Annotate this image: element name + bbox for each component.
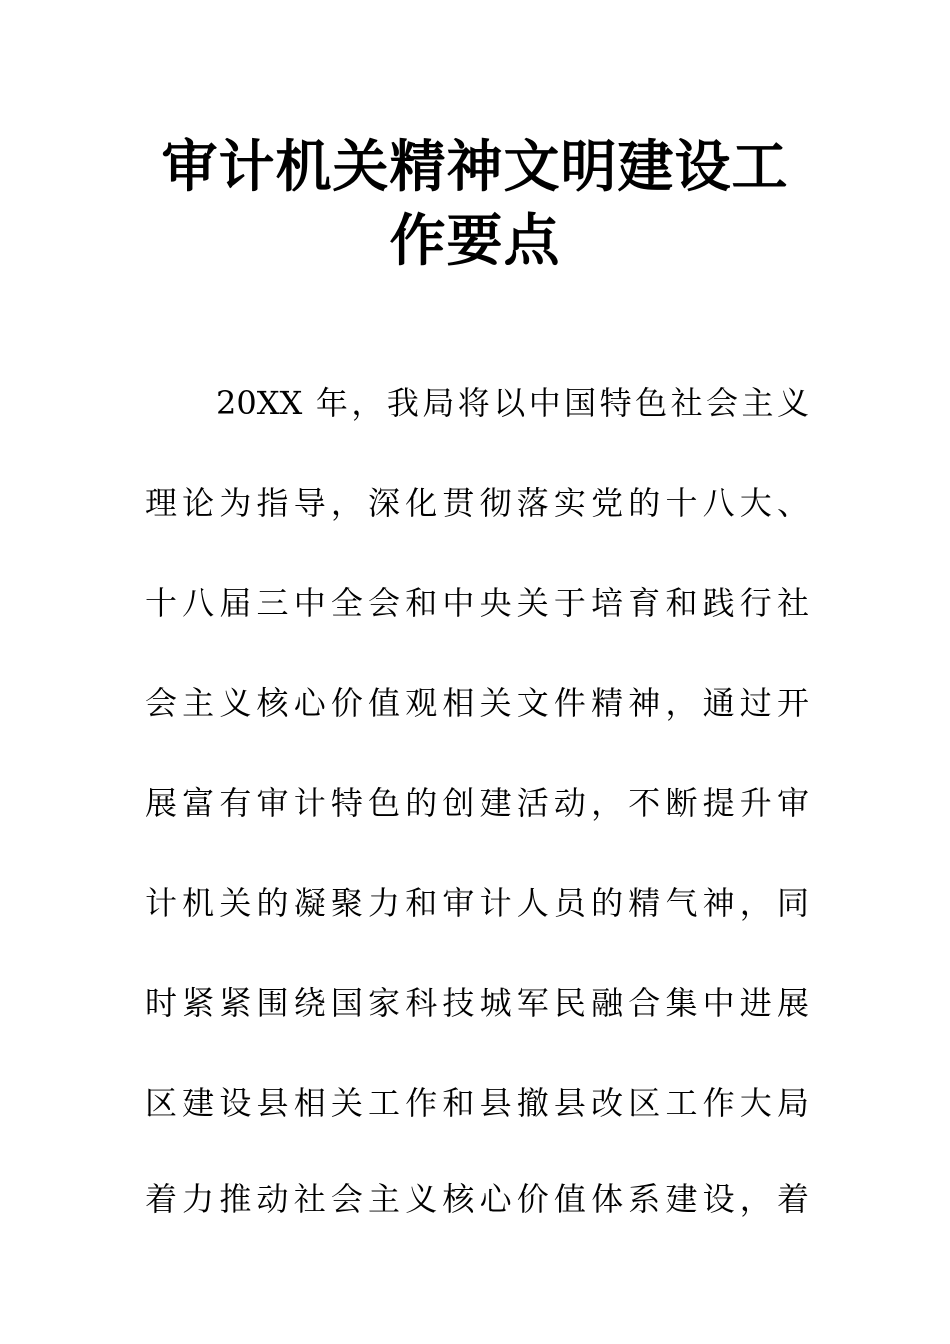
paragraph-line-5: 展富有审计特色的创建活动，不断提升审: [145, 784, 809, 822]
paragraph-line-6: 计机关的凝聚力和审计人员的精气神，同: [145, 884, 809, 922]
paragraph-line-9: 着力推动社会主义核心价值体系建设，着: [145, 1180, 809, 1218]
document-title-line-2: 作要点: [389, 209, 561, 274]
paragraph-line-3: 十八届三中全会和中央关于培育和践行社: [145, 584, 809, 622]
document-title-line-1: 审计机关精神文明建设工: [161, 135, 789, 200]
paragraph-line-7: 时紧紧围绕国家科技城军民融合集中进展: [145, 984, 809, 1022]
paragraph-line-4: 会主义核心价值观相关文件精神，通过开: [145, 684, 809, 722]
paragraph-line-8: 区建设县相关工作和县撤县改区工作大局: [145, 1084, 809, 1122]
paragraph-line-2: 理论为指导，深化贯彻落实党的十八大、: [145, 484, 809, 522]
paragraph-line-1: 20XX 年，我局将以中国特色社会主义: [216, 384, 809, 422]
